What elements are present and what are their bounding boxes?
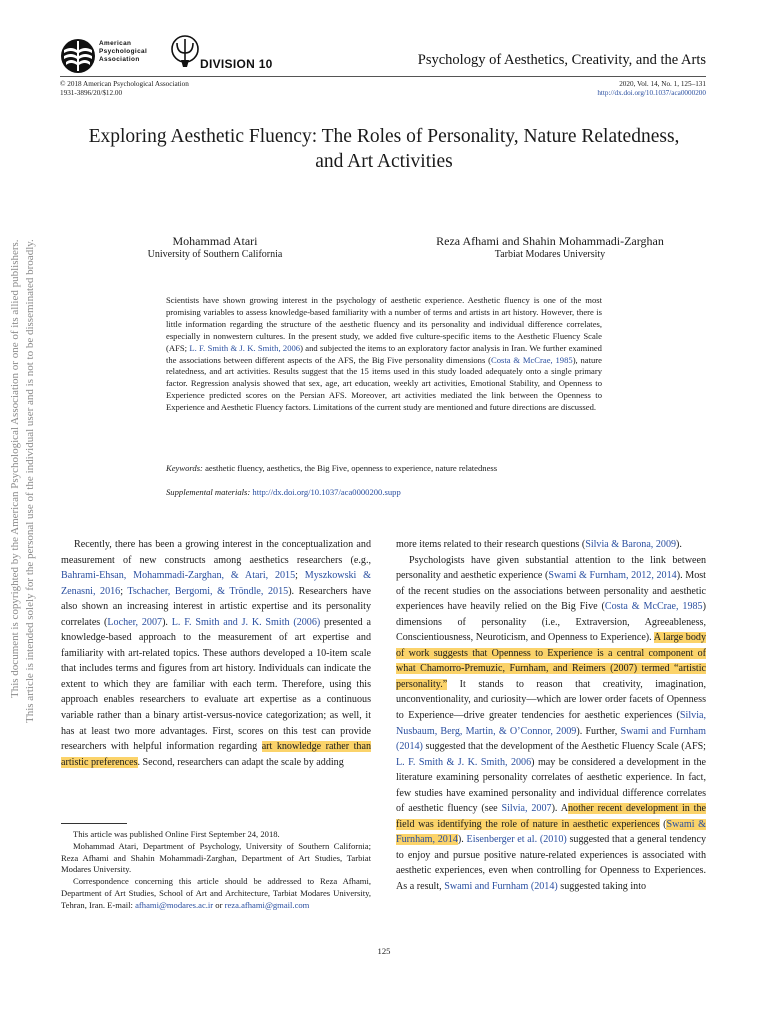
citation-link[interactable]: L. F. Smith and J. K. Smith (2006) — [171, 616, 321, 628]
citation-link[interactable]: Silvia, Nusbaum, Berg, Martin, & O’Connor, 2009 — [396, 710, 706, 737]
citation-link[interactable]: Costa & McCrae, 1985 — [490, 354, 573, 365]
footnote-rule — [61, 823, 127, 824]
page-number: 125 — [377, 946, 391, 956]
issn-line: 1931-3896/20/$12.00 — [60, 88, 123, 97]
paragraph: Recently, there has been a growing interest in the conceptualization and measurement of new constructs among aesthetics researchers (e.g., Bahrami-Ehsan, Mohammadi-Zarghan, & Atari, 2015; Myszkowski & Zenasni, 2016; Tschacher, Bergomi, & Tröndle, 2015). Researchers have also shown an increasing interest in artistic expertise and its personality correlates (Locher, 2007). L. F. Smith and J. K. Smith (2006) presented a knowledge-based approach to the measurement of art expertise and familiarity with art-related topics. These authors developed a 10-item scale that includes terms and figures from art history. Individuals can indicate the extent to which they are familiar with each term. Therefore, using this approach enables researchers to evaluate art expertise as a continuous variable rather than a binary artist-versus-novice categorization; as well, it has at least two more advantages. First, scores on this test can provide researchers with helpful information regarding art knowledge rather than artistic preferences. Second, researchers can adapt the scale by adding — [61, 539, 372, 768]
citation-link[interactable]: Swami & Furnham, 2014 — [396, 818, 706, 846]
article-title: Exploring Aesthetic Fluency: The Roles of Personality, Nature Relatedness, and Art Activities — [88, 126, 680, 172]
citation-link[interactable]: Silvia, 2007 — [501, 803, 552, 815]
body-column-left — [61, 537, 371, 770]
copyright-line: © 2018 American Psychological Association — [60, 80, 189, 88]
apa-logo-icon — [60, 38, 96, 74]
paragraph: Psychologists have given substantial attention to the link between personality and aesthetic experience (Swami & Furnham, 2012, 2014). Most of the recent studies on the associations between personality and aesthetic experiences have heavily relied on the Big Five (Costa & McCrae, 1985) dimensions of personality (i.e., Extraversion, Agreeableness, Conscientiousness, Neuroticism, and Openness to Experience). A large body of work suggests that Openness to Experience is a central component of what Chamorro-Premuzic, Furnham, and Reimers (2007) termed “artistic personality.” It stands to reason that creativity, imagination, unconventionality, and curiosity—which are lower order facets of Openness to Experience—drive greater tendencies for aesthetic experiences (Silvia, Nusbaum, Berg, Martin, & O’Connor, 2009). Further, Swami and Furnham (2014) suggested that the development of the Aesthetic Fluency Scale (AFS; L. F. Smith & J. K. Smith, 2006) may be considered a development in the literature examining personality correlates of aesthetic experience. In fact, few studies have examined personality and individual difference correlates of aesthetic fluency (see Silvia, 2007). Another recent development in the field was identifying the role of nature in aesthetic experiences (Swami & Furnham, 2014). Eisenberger et al. (2010) suggested that a general tendency to enjoy and pursue positive nature-related experiences is associated with aesthetic experiences, even when controlling for Openness to Experiences. As a result, Swami and Furnham (2014) suggested taking into — [396, 554, 707, 893]
email-link[interactable]: afhami@modares.ac.ir — [135, 899, 214, 910]
doi-link[interactable]: http://dx.doi.org/10.1037/aca0000200 — [597, 88, 706, 97]
citation-link[interactable]: Tschacher, Bergomi, & Tröndle, 2015 — [127, 585, 289, 597]
email-link[interactable]: reza.afhami@gmail.com — [224, 899, 310, 910]
author-affiliation: Tarbiat Modares University — [494, 249, 606, 260]
division-label: DIVISION 10 — [200, 57, 273, 71]
header-rule — [60, 76, 706, 77]
citation-block — [597, 80, 706, 97]
citation-link[interactable]: Costa & McCrae, 1985 — [604, 601, 703, 613]
author-name: Mohammad Atari — [172, 234, 258, 248]
citation-link[interactable]: Silvia & Barona, 2009 — [585, 539, 677, 550]
abstract: Scientists have shown growing interest in the psychology of aesthetic experience. Aesthetic fluency is one of the most promising variables to assess knowledge-based familiarity with a number of terms and artists in art history. However, there is little information regarding the structure of the aesthetic fluency and its personality and individual difference correlates, especially in nonwestern cultures. In the present study, we added five culture-specific items to the Aesthetic Fluency Scale (AFS; L. F. Smith & J. K. Smith, 2006) and subjected the items to an exploratory factor analysis in Iran. We further examined the associations between different aspects of the AFS, the Big Five personality dimensions (Costa & McCrae, 1985), nature relatedness, and art activities. Results suggest that the 15 items used in this study loaded adequately onto a single primary factor. Regression analysis showed that sex, age, art education, weekly art activities, Emotional Stability, and Openness to Experience predicted scores on the Persian AFS. Moreover, art activities mediated the link between the Openness to Experience and Aesthetic Fluency factors. Limitations of the current study are mentioned and future directions are discussed. — [166, 295, 602, 413]
citation-link[interactable]: Swami & Furnham, 2012, 2014 — [548, 570, 677, 582]
author-affiliation: University of Southern California — [147, 249, 283, 260]
citation-link[interactable]: L. F. Smith & J. K. Smith, 2006 — [396, 756, 532, 768]
apa-logo-text: American Psychological Association — [99, 40, 148, 63]
supplemental-materials: Supplemental materials: http://dx.doi.org/10.1037/aca0000200.supp — [166, 487, 401, 497]
author-name: Reza Afhami and Shahin Mohammadi-Zarghan — [436, 234, 664, 248]
usage-notice-vertical: This article is intended solely for the personal use of the individual user and is not to be disseminated broadly. — [24, 239, 36, 723]
citation-link[interactable]: Eisenberger et al. (2010) — [466, 834, 567, 846]
author-block-2 — [400, 235, 700, 261]
body-column-right — [396, 537, 706, 895]
citation-link[interactable]: Locher, 2007 — [107, 616, 163, 628]
citation-link[interactable]: L. F. Smith & J. K. Smith, 2006 — [189, 342, 301, 353]
highlighted-text: A large body of work suggests that Openness to Experience is a central component of what Chamorro-Premuzic, Furnham, and Reimers (2007) termed “artistic personality.” — [396, 632, 706, 690]
citation-link[interactable]: Myszkowski & Zenasni, 2016 — [61, 570, 372, 597]
division-10-logo-icon — [168, 34, 202, 70]
citation-link[interactable]: Swami and Furnham (2014) — [444, 881, 558, 893]
journal-title: Psychology of Aesthetics, Creativity, and the Arts — [417, 52, 706, 68]
citation-link[interactable]: Bahrami-Ehsan, Mohammadi-Zarghan, & Atari, 2015 — [61, 570, 296, 582]
citation-link[interactable]: Swami and Furnham (2014) — [396, 725, 706, 753]
paragraph: more items related to their research questions (Silvia & Barona, 2009). — [396, 539, 682, 550]
author-block-1 — [115, 235, 315, 261]
highlighted-text: nother recent development in the field was identifying the role of nature in aesthetic experiences — [396, 803, 707, 830]
copyright-notice-vertical: This document is copyrighted by the American Psychological Association or one of its allied publishers. — [9, 239, 21, 698]
highlighted-text: art knowledge rather than artistic preferences — [61, 741, 371, 768]
supplemental-link[interactable]: http://dx.doi.org/10.1037/aca0000200.supp — [252, 487, 401, 497]
keywords: Keywords: aesthetic fluency, aesthetics, the Big Five, openness to experience, nature relatedness — [166, 463, 498, 473]
copyright-block — [60, 80, 189, 97]
citation-line: 2020, Vol. 14, No. 1, 125–131 — [619, 80, 706, 88]
footnotes: This article was published Online First September 24, 2018. Mohammad Atari, Department of Psychology, University of Southern California; Reza Afhami and Shahin Mohammadi-Zarghan, Department of Art Studies, Tarbiat Modares University. Correspondence concerning this article should be addressed to Reza Afhami, Department of Art Studies, School of Art and Architecture, Tarbiat Modares University, Tehran, Iran. E-mail: afhami@modares.ac.ir or reza.afhami@gmail.com — [61, 829, 371, 910]
